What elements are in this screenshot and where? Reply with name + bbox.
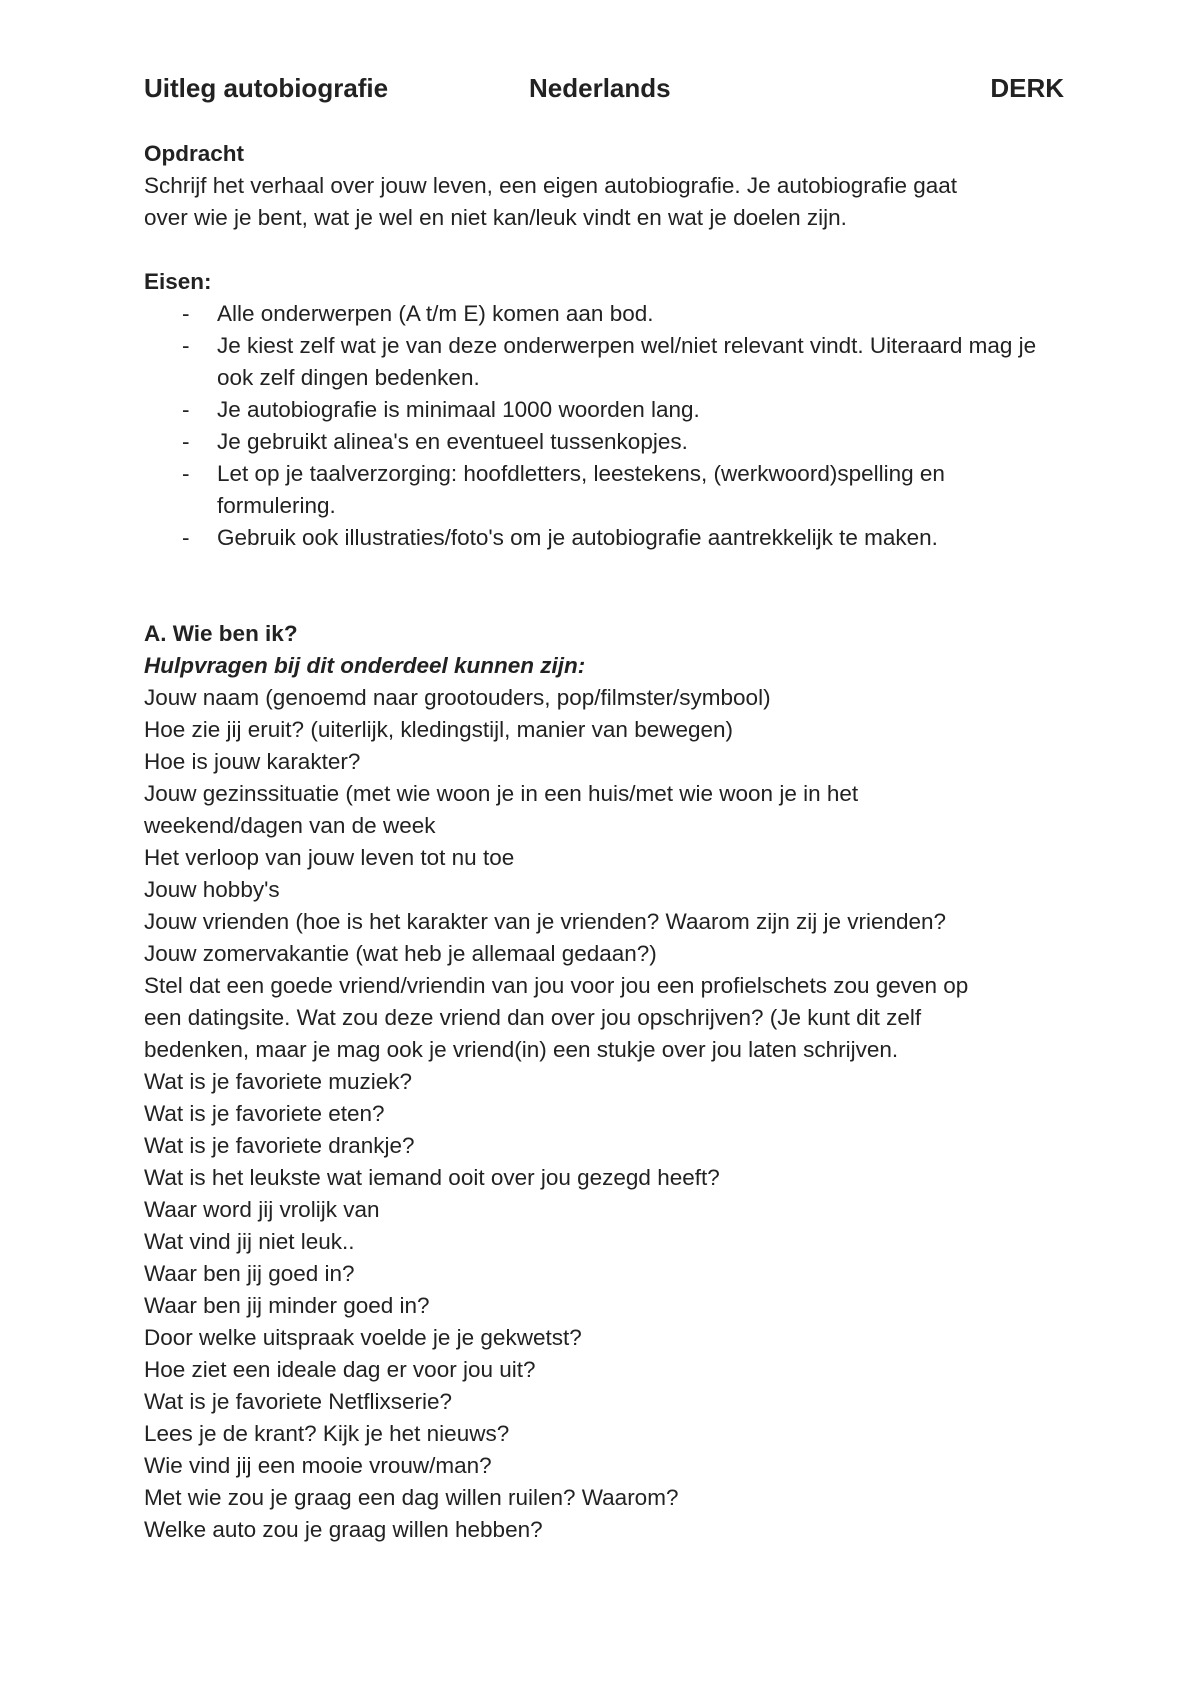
question-line: Wat is je favoriete eten? <box>144 1101 385 1126</box>
question-line: Het verloop van jouw leven tot nu toe <box>144 845 515 870</box>
eisen-item <box>144 330 1064 394</box>
header-name: DERK <box>990 73 1064 103</box>
eisen-list <box>144 298 1064 554</box>
question-line: Jouw naam (genoemd naar grootouders, pop/filmster/symbool) <box>144 685 771 710</box>
question-line: Jouw hobby's <box>144 877 280 902</box>
eisen-item-text: Gebruik ook illustraties/foto's om je autobiografie aantrekkelijk te maken. <box>217 525 938 550</box>
question-line: Met wie zou je graag een dag willen ruilen? Waarom? <box>144 1485 679 1510</box>
question-line: Wat is je favoriete muziek? <box>144 1069 413 1094</box>
document-header <box>144 70 1064 106</box>
eisen-item-text: Je gebruikt alinea's en eventueel tussenkopjes. <box>217 429 688 454</box>
question-line: Waar ben jij minder goed in? <box>144 1293 430 1318</box>
question-line: Wie vind jij een mooie vrouw/man? <box>144 1453 492 1478</box>
question-line: Jouw vrienden (hoe is het karakter van je vrienden? Waarom zijn zij je vrienden? <box>144 909 947 934</box>
list-dash: - <box>182 397 190 422</box>
question-line: Door welke uitspraak voelde je je gekwetst? <box>144 1325 582 1350</box>
list-dash: - <box>182 525 190 550</box>
eisen-item-text: Alle onderwerpen (A t/m E) komen aan bod. <box>217 301 654 326</box>
spacer <box>144 554 1064 618</box>
eisen-item <box>144 522 1064 554</box>
question-line: een datingsite. Wat zou deze vriend dan over jou opschrijven? (Je kunt dit zelf <box>144 1005 922 1030</box>
question-line: Jouw zomervakantie (wat heb je allemaal gedaan?) <box>144 941 657 966</box>
question-line: Jouw gezinssituatie (met wie woon je in een huis/met wie woon je in het <box>144 781 859 806</box>
header-subject: Nederlands <box>529 73 671 103</box>
eisen-item-text: Je autobiografie is minimaal 1000 woorden lang. <box>217 397 700 422</box>
opdracht-line: Schrijf het verhaal over jouw leven, een eigen autobiografie. Je autobiografie gaat <box>144 173 958 198</box>
question-line: Lees je de krant? Kijk je het nieuws? <box>144 1421 510 1446</box>
question-line: Wat is je favoriete Netflixserie? <box>144 1389 453 1414</box>
question-line: Waar ben jij goed in? <box>144 1261 355 1286</box>
spacer <box>144 234 1064 266</box>
opdracht-heading: Opdracht <box>144 141 245 166</box>
question-line: Welke auto zou je graag willen hebben? <box>144 1517 543 1542</box>
question-line: Hoe ziet een ideale dag er voor jou uit? <box>144 1357 536 1382</box>
list-dash: - <box>182 333 190 358</box>
section-a-subheading: Hulpvragen bij dit onderdeel kunnen zijn: <box>144 653 586 678</box>
question-line: Hoe is jouw karakter? <box>144 749 361 774</box>
eisen-item-text: Je kiest zelf wat je van deze onderwerpen wel/niet relevant vindt. Uiteraard mag je ook zelf dingen bedenken. <box>217 333 1037 390</box>
question-line: Waar word jij vrolijk van <box>144 1197 380 1222</box>
question-line: Wat is het leukste wat iemand ooit over jou gezegd heeft? <box>144 1165 720 1190</box>
list-dash: - <box>182 429 190 454</box>
header-title: Uitleg autobiografie <box>144 73 389 103</box>
question-line: Hoe zie jij eruit? (uiterlijk, kledingstijl, manier van bewegen) <box>144 717 734 742</box>
eisen-item-text: Let op je taalverzorging: hoofdletters, leestekens, (werkwoord)spelling en formulering. <box>217 461 945 518</box>
eisen-item <box>144 298 1064 330</box>
section-a-questions <box>144 682 1064 1546</box>
list-dash: - <box>182 301 190 326</box>
eisen-item <box>144 458 1064 522</box>
list-dash: - <box>182 461 190 486</box>
opdracht-line: over wie je bent, wat je wel en niet kan/leuk vindt en wat je doelen zijn. <box>144 205 847 230</box>
document-page <box>144 70 1064 1546</box>
section-a-heading: A. Wie ben ik? <box>144 621 298 646</box>
question-line: weekend/dagen van de week <box>144 813 436 838</box>
question-line: Stel dat een goede vriend/vriendin van jou voor jou een profielschets zou geven op <box>144 973 969 998</box>
eisen-item <box>144 394 1064 426</box>
eisen-heading: Eisen: <box>144 269 212 294</box>
question-line: bedenken, maar je mag ook je vriend(in) een stukje over jou laten schrijven. <box>144 1037 899 1062</box>
question-line: Wat vind jij niet leuk.. <box>144 1229 355 1254</box>
eisen-item <box>144 426 1064 458</box>
question-line: Wat is je favoriete drankje? <box>144 1133 415 1158</box>
